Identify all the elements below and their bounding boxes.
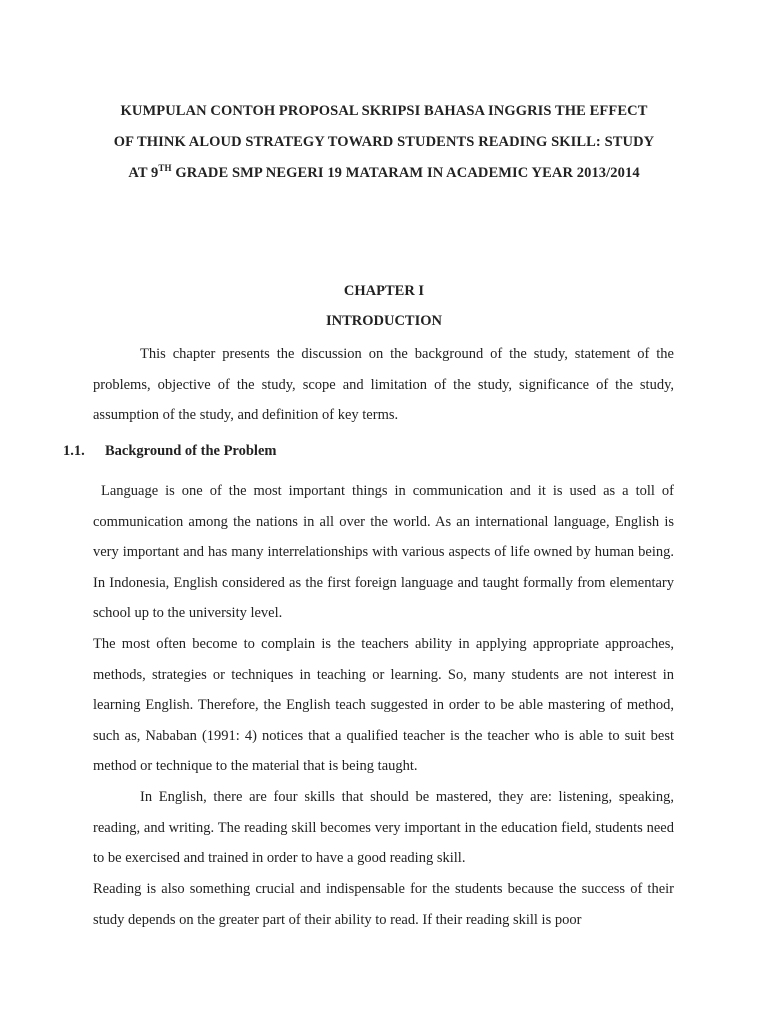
intro-paragraph: This chapter presents the discussion on the background of the study, statement of the problems, objective of the study, scope and limitation of the study, significance of the study, assumption of the study, and definition of key terms. — [93, 346, 674, 424]
section-title: Background of the Problem — [105, 443, 277, 459]
chapter-title: INTRODUCTION — [325, 313, 442, 329]
title-superscript: TH — [158, 163, 172, 174]
chapter-heading: CHAPTER I — [343, 283, 425, 299]
section-number: 1.1. — [63, 443, 85, 459]
document-title — [60, 96, 708, 189]
title-line-2: OF THINK ALOUD STRATEGY TOWARD STUDENTS READING SKILL: STUDY — [113, 134, 655, 150]
body-paragraph-1: Language is one of the most important things in communication and it is used as a toll of communication among the nations in all over the world. As an international language, English is very important and has many interrelationships with various aspects of life owned by human being. In Indonesia, English considered as the first foreign language and taught formally from elementary school up to the university level. — [93, 483, 674, 622]
title-line-3 — [60, 158, 708, 189]
section-heading — [63, 443, 276, 460]
title-line-1: KUMPULAN CONTOH PROPOSAL SKRIPSI BAHASA INGGRIS THE EFFECT — [120, 103, 648, 119]
body-paragraph-2: The most often become to complain is the teachers ability in applying appropriate approaches, methods, strategies or techniques in teaching or learning. So, many students are not interest in learning English. Therefore, the English teach suggested in order to be able mastering of method, such as, Nababan (1991: 4) notices that a qualified teacher is the teacher who is able to suit best method or technique to the material that is being taught. — [93, 636, 674, 775]
title-line-3-end: GRADE SMP NEGERI 19 MATARAM IN ACADEMIC YEAR 2013/2014 — [171, 165, 640, 181]
title-line-3-start: AT 9 — [128, 165, 159, 181]
body-paragraph-3: In English, there are four skills that should be mastered, they are: listening, speaking, reading, and writing. The reading skill becomes very important in the education field, students need to be exercised and trained in order to have a good reading skill. — [93, 789, 674, 867]
body-paragraph-4: Reading is also something crucial and indispensable for the students because the success of their study depends on the greater part of their ability to read. If their reading skill is poor — [93, 881, 674, 928]
